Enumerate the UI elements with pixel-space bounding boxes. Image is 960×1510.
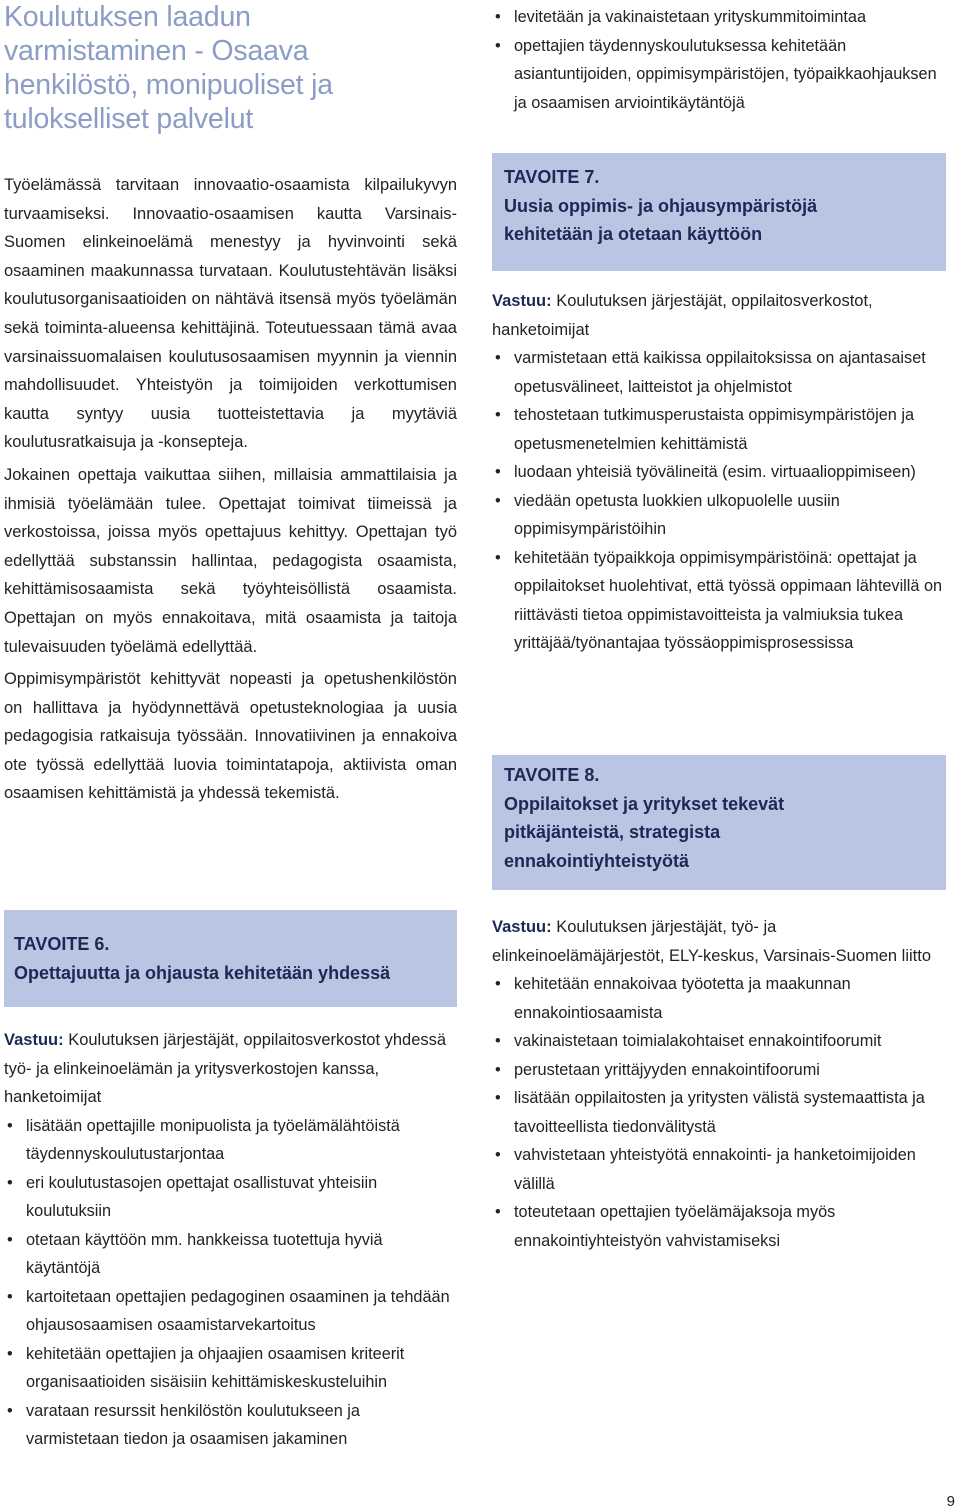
goal-8-responsibility [492, 913, 948, 970]
list-item: • varmistetaan että kaikissa oppilaitoksissa on ajantasaiset opetusvälineet, laitteistot ja ohjelmistot [492, 344, 948, 401]
list-item: • perustetaan yrittäjyyden ennakointifoorumi [492, 1056, 948, 1085]
goal-6-number: TAVOITE 6. [14, 934, 110, 954]
list-item: • kehitetään ennakoivaa työotetta ja maakunnan ennakointiosaamista [492, 970, 948, 1027]
intro-paragraph: Jokainen opettaja vaikuttaa siihen, millaisia ammattilaisia ja ihmisiä työelämään tulee. Opettajat toimivat tiimeissä ja verkostoissa, joissa myös opettajuus kehittyy. Opettajan työ edellyttää substanssin hallintaa, pedagogista osaamista, kehittämisosaamista sekä työyhteisöllistä osaamista. Opettajan on myös ennakoitava, mitä osaamista ja taitoja tulevaisuuden työelämä edellyttää. [4, 465, 457, 656]
goal-7-responsibility [492, 287, 948, 344]
page-number: 9 [946, 1493, 955, 1510]
intro-text [4, 171, 457, 812]
list-item: • kehitetään työpaikkoja oppimisympäristöinä: opettajat ja oppilaitokset huolehtivat, että työssä oppimaan lähtevillä on riittävästi tietoa oppimistavoitteista ja valmiuksia tukea yrittäjää/työnantajaa työssäoppimisprosessissa [492, 544, 948, 658]
list-item: • kehitetään opettajien ja ohjaajien osaamisen kriteerit organisaatioiden sisäisiin kehittämiskeskusteluihin [4, 1340, 457, 1397]
responsibility-text: Koulutuksen järjestäjät, työ- ja elinkeinoelämäjärjestöt, ELY-keskus, Varsinais-Suomen liitto [492, 918, 931, 965]
list-item: • lisätään opettajille monipuolista ja työelämälähtöistä täydennyskoulutustarjontaa [4, 1112, 457, 1169]
goal-8-bullet-list [492, 970, 948, 1255]
goal-6-bullet-list [4, 1112, 457, 1454]
list-item: • luodaan yhteisiä työvälineitä (esim. virtuaalioppimiseen) [492, 458, 948, 487]
list-item: • opettajien täydennyskoulutuksessa kehitetään asiantuntijoiden, oppimisympäristöjen, työpaikkaohjauksen ja osaamisen arviointikäytäntöjä [492, 32, 948, 118]
goal-6-section [4, 1026, 457, 1454]
responsibility-text: Koulutuksen järjestäjät, oppilaitosverkostot, hanketoimijat [492, 292, 873, 339]
goal-7-section [492, 287, 948, 658]
goal-7-number: TAVOITE 7. [504, 167, 600, 187]
responsibility-label: Vastuu: [492, 918, 552, 936]
intro-paragraph: Oppimisympäristöt kehittyvät nopeasti ja opetushenkilöstön on hallittava ja hyödynnettävä opetusteknologiaa ja uusia pedagogisia ratkaisuja työssään. Innovatiivinen ja ennakoiva ote työssä edellyttää luovia toimintatapoja, aktiivista oman osaamisen kehittämistä ja yhdessä tekemistä. [4, 670, 457, 803]
goal-7-box [492, 153, 946, 271]
list-item: • tehostetaan tutkimusperustaista oppimisympäristöjen ja opetusmenetelmien kehittämistä [492, 401, 948, 458]
list-item: • toteutetaan opettajien työelämäjaksoja myös ennakointiyhteistyön vahvistamiseksi [492, 1198, 948, 1255]
responsibility-label: Vastuu: [492, 292, 552, 310]
goal-8-heading: Oppilaitokset ja yritykset tekevät pitkäjänteistä, strategista ennakointiyhteistyötä [504, 793, 785, 871]
list-item: • levitetään ja vakinaistetaan yrityskummitoimintaa [492, 3, 948, 32]
list-item: • vakinaistetaan toimialakohtaiset ennakointifoorumit [492, 1027, 948, 1056]
continued-bullet-list [492, 3, 948, 117]
list-item: • varataan resurssit henkilöstön koulutukseen ja varmistetaan tiedon ja osaamisen jakaminen [4, 1397, 457, 1454]
goal-6-responsibility [4, 1026, 457, 1112]
list-item: • kartoitetaan opettajien pedagoginen osaaminen ja tehdään ohjausosaamisen osaamistarvekartoitus [4, 1283, 457, 1340]
goal-7-bullet-list [492, 344, 948, 658]
list-item: • eri koulutustasojen opettajat osallistuvat yhteisiin koulutuksiin [4, 1169, 457, 1226]
list-item: • lisätään oppilaitosten ja yritysten välistä systemaattista ja tavoitteellista tiedonvälitystä [492, 1084, 948, 1141]
goal-7-heading: Uusia oppimis- ja ohjausympäristöjä kehitetään ja otetaan käyttöön [504, 195, 818, 244]
goal-8-section [492, 913, 948, 1255]
goal-8-box [492, 755, 946, 890]
list-item: • viedään opetusta luokkien ulkopuolelle uusiin oppimisympäristöihin [492, 487, 948, 544]
intro-paragraph: Työelämässä tarvitaan innovaatio-osaamista kilpailukyvyn turvaamiseksi. Innovaatio-osaamisen kautta Varsinais-Suomen elinkeinoelämä menestyy ja hyvinvointi sekä osaaminen maakunnassa turvataan. Koulutustehtävän lisäksi koulutusorganisaatioiden on nähtävä itsensä myös työelämän sekä toiminta-alueensa kehittäjinä. Toteutuessaan tämä avaa varsinaissuomalaisen koulutusosaamisen myynnin ja viennin mahdollisuudet. Yhteistyön ja toimijoiden verkottumisen kautta syntyy uusia tuotteistettavia ja myytäviä koulutusratkaisuja ja -konsepteja. [4, 176, 457, 452]
goal-6-heading: Opettajuutta ja ohjausta kehitetään yhdessä [14, 962, 391, 983]
goal-8-number: TAVOITE 8. [504, 765, 600, 785]
responsibility-label: Vastuu: [4, 1031, 64, 1049]
list-item: • otetaan käyttöön mm. hankkeissa tuotettuja hyviä käytäntöjä [4, 1226, 457, 1283]
page-title: Koulutuksen laadun varmistaminen - Osaava henkilöstö, monipuoliset ja tulokselliset palvelut [4, 1, 333, 135]
goal-6-box [4, 910, 457, 1007]
list-item: • vahvistetaan yhteistyötä ennakointi- ja hanketoimijoiden välillä [492, 1141, 948, 1198]
top-continued-list [492, 3, 948, 117]
responsibility-text: Koulutuksen järjestäjät, oppilaitosverkostot yhdessä työ- ja elinkeinoelämän ja yritysverkostojen kanssa, hanketoimijat [4, 1031, 447, 1106]
